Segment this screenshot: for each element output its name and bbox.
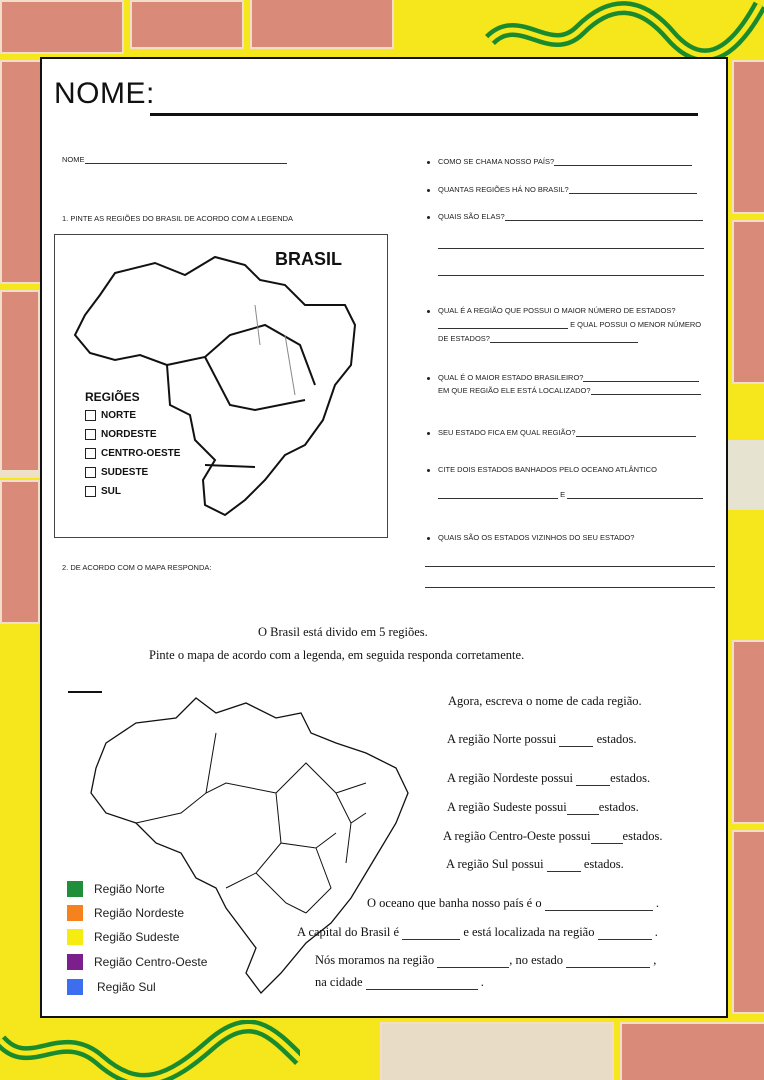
norte-states-row: A região Norte possui estados.	[447, 732, 637, 746]
flag-ribbon-bottom	[0, 1020, 300, 1080]
question-largest-state-region: EM QUE REGIÃO ELE ESTÁ LOCALIZADO?	[438, 386, 701, 395]
answer-line[interactable]	[366, 979, 478, 990]
atlantic-answers-row: E	[438, 490, 703, 499]
question-least-states-row: E QUAL POSSUI O MENOR NÚMERO	[438, 320, 701, 329]
question-which-regions: QUAIS SÃO ELAS?	[438, 212, 703, 221]
answer-line[interactable]	[490, 334, 638, 343]
question-largest-state: QUAL É O MAIOR ESTADO BRASILEIRO?	[438, 373, 699, 382]
name-small-label: NOME	[62, 155, 85, 164]
answer-line[interactable]	[566, 957, 650, 968]
answer-line[interactable]	[598, 929, 652, 940]
bullet	[427, 537, 430, 540]
map-block	[380, 1022, 614, 1080]
answer-line[interactable]	[402, 929, 460, 940]
answer-line[interactable]	[567, 804, 599, 815]
answer-line[interactable]	[425, 558, 715, 567]
question-neighbor-states: QUAIS SÃO OS ESTADOS VIZINHOS DO SEU ESTADO?	[438, 533, 635, 542]
answer-line[interactable]	[438, 490, 558, 499]
answer-line[interactable]	[576, 428, 696, 437]
bullet	[427, 377, 430, 380]
checkbox-nordeste[interactable]	[85, 429, 96, 440]
checkbox-sudeste[interactable]	[85, 467, 96, 478]
question-your-state-region: SEU ESTADO FICA EM QUAL REGIÃO?	[438, 428, 696, 437]
name-label: NOME:	[54, 77, 155, 110]
map-block	[732, 830, 764, 1014]
map-block	[0, 290, 40, 474]
answer-line[interactable]	[567, 490, 703, 499]
centro-states-row: A região Centro-Oeste possui estados.	[443, 829, 663, 843]
answer-line[interactable]	[547, 861, 581, 872]
bullet	[427, 189, 430, 192]
map-block	[130, 0, 244, 49]
region-centro-oeste: CENTRO-OESTE	[101, 448, 181, 459]
map-block	[620, 1022, 764, 1080]
name-small-line[interactable]	[85, 155, 287, 164]
intro-line-2: Pinte o mapa de acordo com a legenda, em seguida responda corretamente.	[149, 648, 525, 662]
map-block	[0, 0, 124, 54]
bullet	[427, 310, 430, 313]
nordeste-states-row: A região Nordeste possui estados.	[447, 771, 651, 785]
question-1-label: 1. PINTE AS REGIÕES DO BRASIL DE ACORDO COM A LEGENDA	[62, 214, 294, 223]
region-nordeste: NORDESTE	[101, 429, 157, 440]
legend-label-sudeste: Região Sudeste	[94, 930, 180, 944]
bullet	[427, 432, 430, 435]
sul-states-row: A região Sul possui estados.	[446, 857, 624, 871]
map-block	[0, 480, 40, 624]
answer-line[interactable]	[438, 240, 704, 249]
intro-line-1: O Brasil está divido em 5 regiões.	[258, 625, 428, 639]
legend-swatch-sudeste	[67, 929, 83, 945]
name-small-row	[62, 155, 287, 164]
bullet	[427, 216, 430, 219]
map-title: BRASIL	[275, 249, 342, 269]
legend-swatch-sul	[67, 979, 83, 995]
checkbox-norte[interactable]	[85, 410, 96, 421]
legend-swatch-nordeste	[67, 905, 83, 921]
question-atlantic-states: CITE DOIS ESTADOS BANHADOS PELO OCEANO ATLÂNTICO	[438, 465, 657, 474]
map-road	[0, 470, 40, 478]
answer-line[interactable]	[591, 386, 701, 395]
legend-swatch-centro-oeste	[67, 954, 83, 970]
answer-line[interactable]	[576, 775, 610, 786]
live-region-row: Nós moramos na região , no estado ,	[315, 953, 657, 967]
answer-line[interactable]	[545, 900, 653, 911]
legend-label-norte: Região Norte	[94, 882, 165, 896]
question-most-states: QUAL É A REGIÃO QUE POSSUI O MAIOR NÚMERO DE ESTADOS?	[438, 306, 676, 315]
map-block	[0, 60, 42, 284]
answer-line[interactable]	[438, 320, 568, 329]
city-row: na cidade .	[315, 975, 484, 989]
map-road	[728, 440, 764, 510]
legend-label-centro-oeste: Região Centro-Oeste	[94, 955, 208, 969]
answer-line[interactable]	[425, 579, 715, 588]
region-norte: NORTE	[101, 410, 136, 421]
ocean-row: O oceano que banha nosso país é o .	[367, 896, 659, 910]
answer-line[interactable]	[583, 373, 699, 382]
write-region-names: Agora, escreva o nome de cada região.	[448, 694, 642, 708]
bullet	[427, 161, 430, 164]
worksheet	[40, 57, 728, 1018]
legend-label-sul: Região Sul	[97, 980, 156, 994]
map-block	[250, 0, 394, 49]
answer-line[interactable]	[437, 957, 509, 968]
flag-ribbon-top	[480, 0, 764, 60]
sudeste-states-row: A região Sudeste possui estados.	[447, 800, 639, 814]
question-2-label: 2. DE ACORDO COM O MAPA RESPONDA:	[62, 563, 212, 572]
bullet	[427, 469, 430, 472]
answer-line[interactable]	[559, 736, 593, 747]
checkbox-centro-oeste[interactable]	[85, 448, 96, 459]
map-block	[732, 60, 764, 214]
question-least-states-end: DE ESTADOS?	[438, 334, 638, 343]
question-country: COMO SE CHAMA NOSSO PAÍS?	[438, 157, 692, 166]
legend-swatch-norte	[67, 881, 83, 897]
answer-line[interactable]	[505, 212, 703, 221]
question-regions-count: QUANTAS REGIÕES HÁ NO BRASIL?	[438, 185, 697, 194]
capital-row: A capital do Brasil é e está localizada na região .	[297, 925, 658, 939]
regions-title: REGIÕES	[85, 390, 140, 404]
name-line[interactable]	[150, 113, 698, 116]
brazil-regions-map	[54, 234, 388, 538]
answer-line[interactable]	[569, 185, 697, 194]
answer-line[interactable]	[591, 833, 623, 844]
legend-label-nordeste: Região Nordeste	[94, 906, 185, 920]
answer-line[interactable]	[438, 267, 704, 276]
answer-line[interactable]	[554, 157, 692, 166]
map-block	[732, 220, 764, 384]
region-sul: SUL	[101, 486, 121, 497]
checkbox-sul[interactable]	[85, 486, 96, 497]
region-sudeste: SUDESTE	[101, 467, 149, 478]
map-block	[732, 640, 764, 824]
